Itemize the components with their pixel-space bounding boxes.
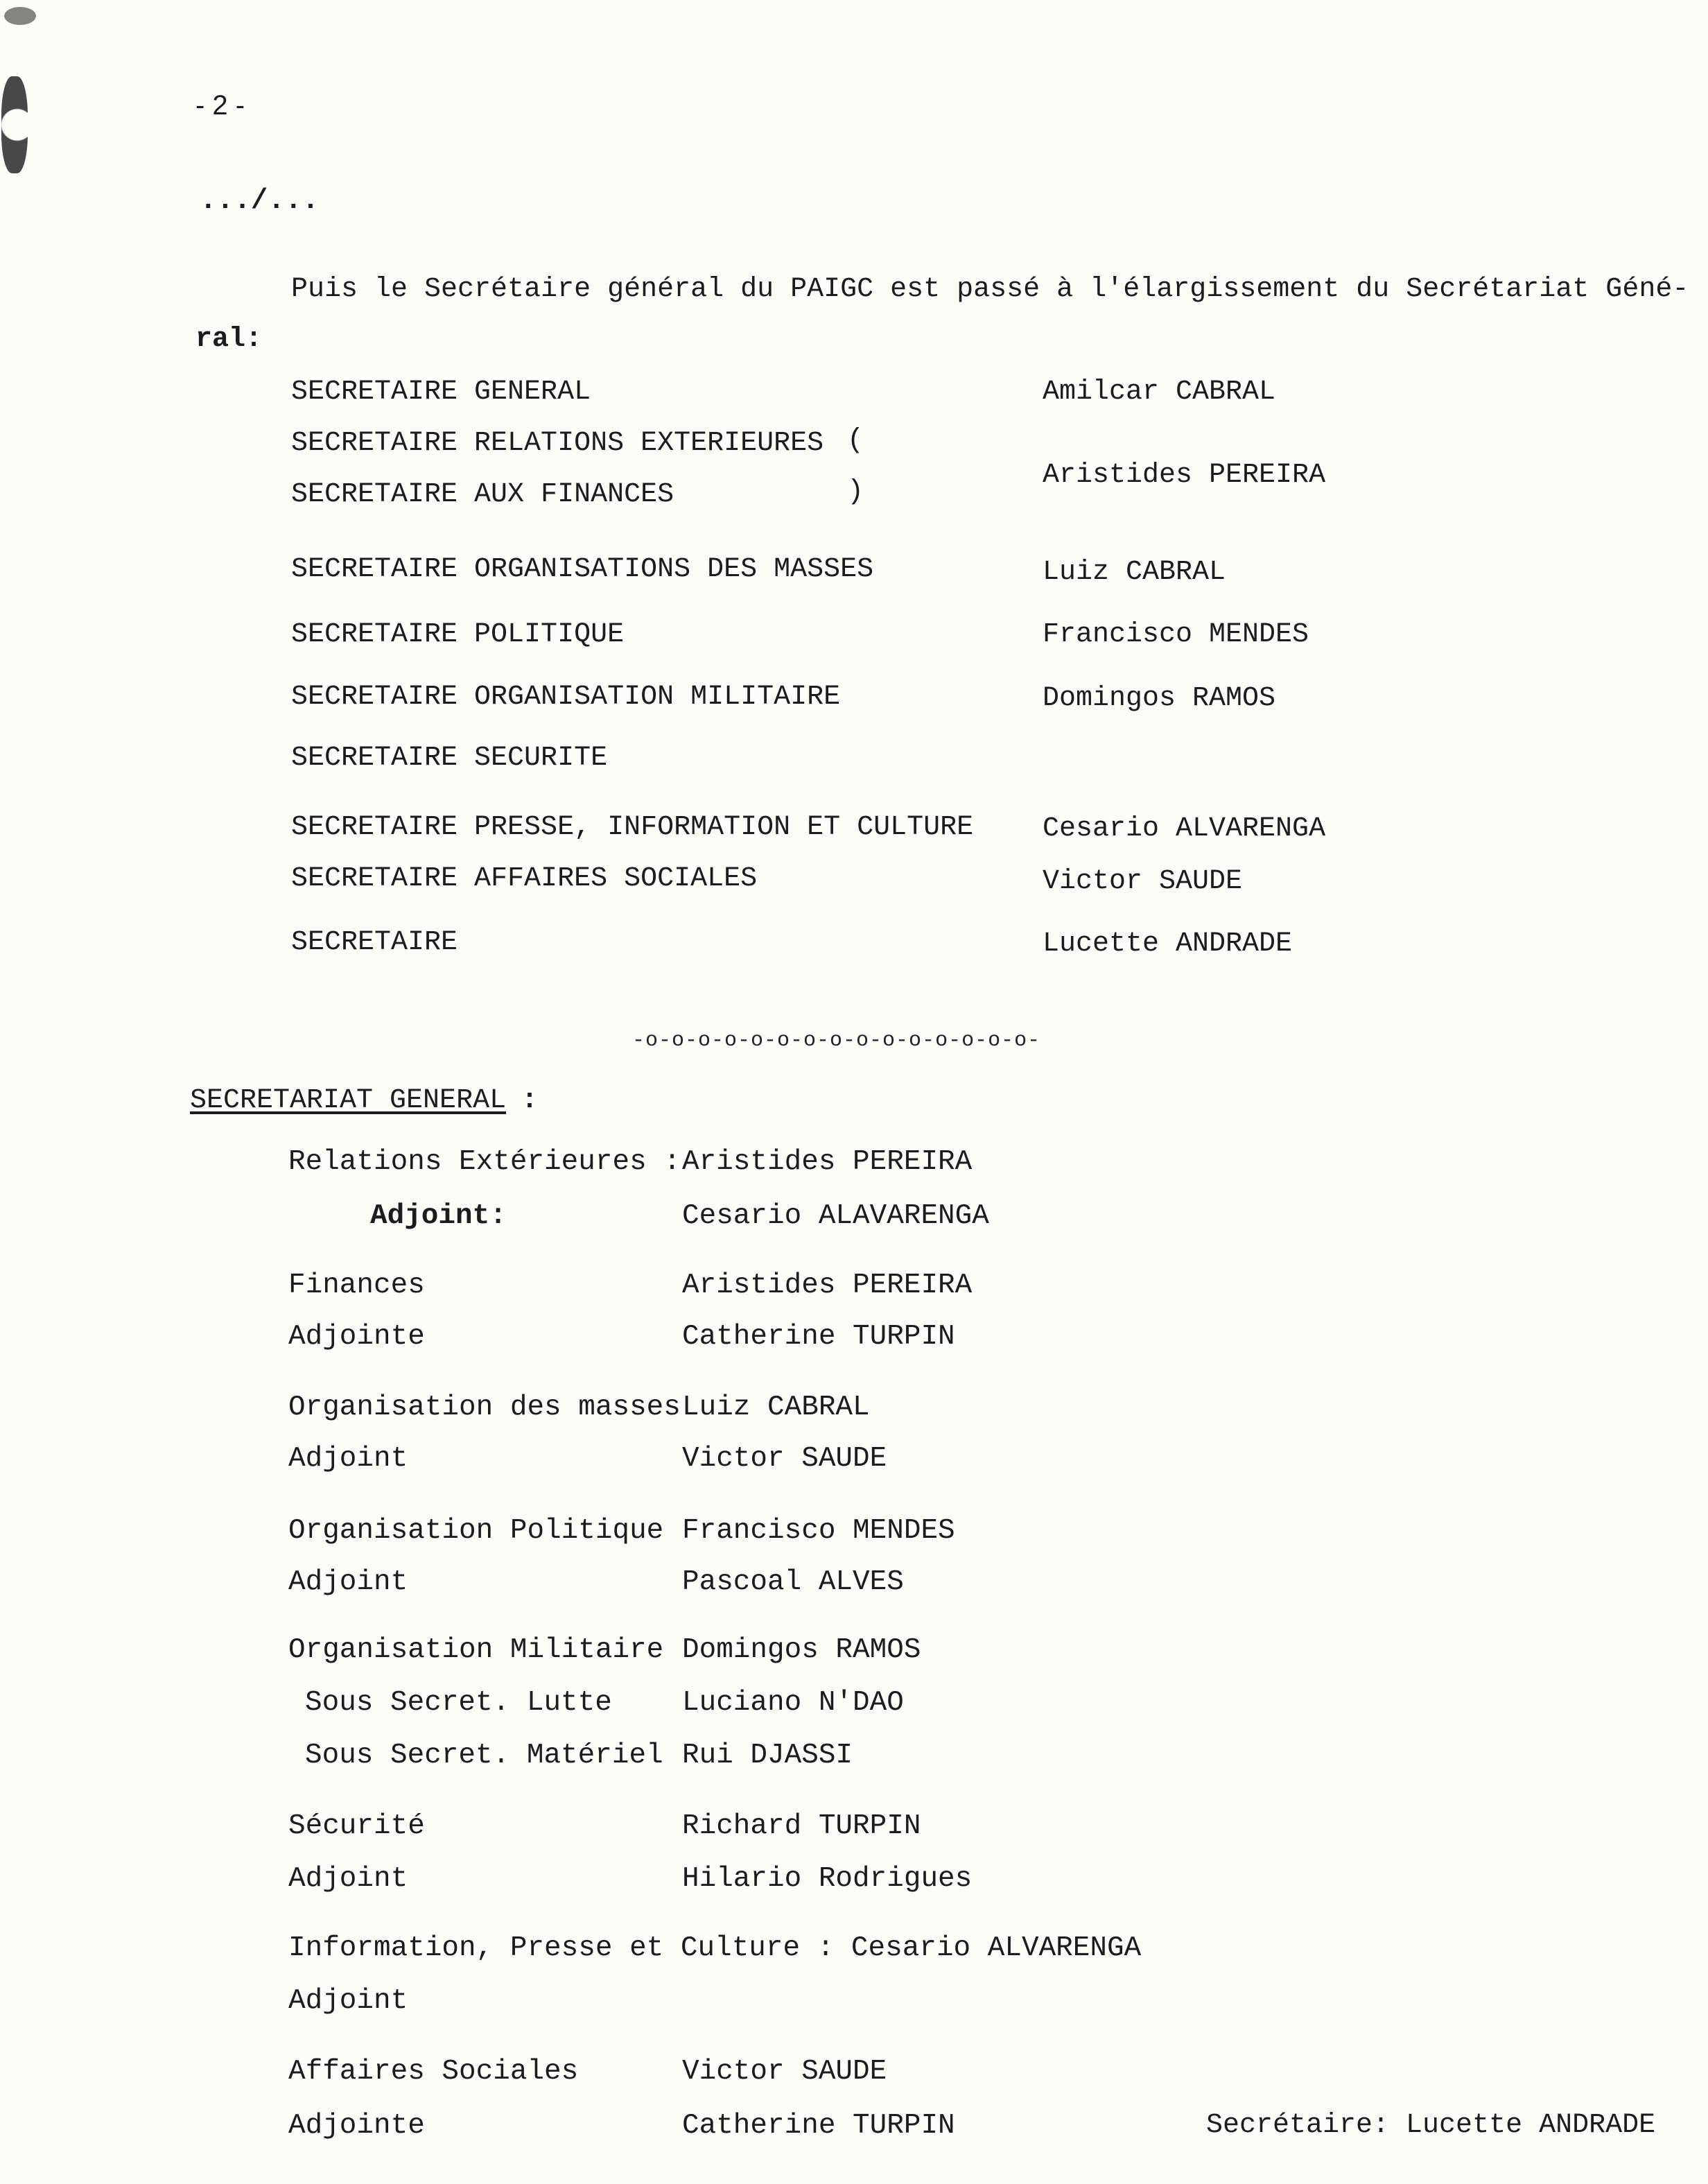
secretariat-name: Amilcar CABRAL: [1043, 376, 1276, 408]
deputy-label: Adjointe: [288, 1321, 425, 1353]
role-name: Aristides PEREIRA: [682, 1269, 973, 1301]
bracket-open: (: [847, 425, 864, 456]
deputy-name: Catherine TURPIN: [682, 1321, 955, 1353]
role-label: Finances: [288, 1269, 425, 1301]
secretariat-title: SECRETAIRE: [291, 927, 458, 958]
sub-secretary-label: Sous Secret. Lutte: [305, 1687, 612, 1719]
ink-blot: [1, 76, 28, 173]
role-label: Information, Presse et Culture : Cesario ALVARENGA: [288, 1932, 1142, 1964]
continuation-mark: .../...: [200, 185, 320, 217]
intro-line-2: ral:: [195, 324, 263, 355]
deputy-label: Adjoint:: [370, 1200, 507, 1232]
ink-blot: [4, 7, 36, 25]
role-name: Domingos RAMOS: [682, 1634, 921, 1666]
deputy-name: Cesario ALAVARENGA: [682, 1200, 989, 1232]
role-name: Aristides PEREIRA: [682, 1146, 973, 1178]
deputy-name: Hilario Rodrigues: [682, 1863, 973, 1895]
deputy-name: Catherine TURPIN: [682, 2110, 955, 2142]
deputy-label: Adjointe: [288, 2110, 425, 2142]
role-name: Luiz CABRAL: [682, 1392, 870, 1423]
page-number: - 2 -: [195, 90, 245, 121]
secretariat-name: Victor SAUDE: [1043, 866, 1243, 897]
deputy-label: Adjoint: [288, 1863, 408, 1895]
secretariat-name: Aristides PEREIRA: [1043, 460, 1326, 491]
secretariat-name: Luiz CABRAL: [1043, 557, 1226, 588]
role-name: Richard TURPIN: [682, 1810, 921, 1842]
secretariat-name: Cesario ALVARENGA: [1043, 813, 1326, 844]
deputy-label: Adjoint: [288, 1985, 408, 2017]
separator-line: -o-o-o-o-o-o-o-o-o-o-o-o-o-o-o-: [632, 1029, 1041, 1052]
secretariat-title: SECRETAIRE SECURITE: [291, 743, 608, 774]
role-label: Organisation Militaire: [288, 1634, 664, 1666]
intro-line-1: Puis le Secrétaire général du PAIGC est passé à l'élargissement du Secrétariat Géné-: [291, 274, 1689, 305]
section-heading-colon: :: [521, 1085, 539, 1116]
secretariat-title: SECRETAIRE GENERAL: [291, 376, 591, 408]
sub-secretary-name: Luciano N'DAO: [682, 1687, 904, 1719]
secretariat-title: SECRETAIRE RELATIONS EXTERIEURES: [291, 428, 824, 459]
role-label: Organisation des masses: [288, 1392, 681, 1423]
bracket-close: ): [847, 476, 864, 508]
role-name: Victor SAUDE: [682, 2056, 887, 2088]
secretariat-title: SECRETAIRE POLITIQUE: [291, 619, 625, 650]
sub-secretary-name: Rui DJASSI: [682, 1740, 853, 1771]
secretariat-title: SECRETAIRE AFFAIRES SOCIALES: [291, 863, 758, 894]
secretariat-name: Domingos RAMOS: [1043, 683, 1276, 714]
role-label: Sécurité: [288, 1810, 425, 1842]
role-label: Affaires Sociales: [288, 2056, 579, 2088]
secretariat-name: Francisco MENDES: [1043, 619, 1309, 650]
secretariat-title: SECRETAIRE PRESSE, INFORMATION ET CULTURE: [291, 812, 974, 843]
secretariat-title: SECRETAIRE AUX FINANCES: [291, 479, 674, 510]
secretariat-title: SECRETAIRE ORGANISATION MILITAIRE: [291, 682, 841, 713]
section-heading: SECRETARIAT GENERAL: [190, 1085, 507, 1116]
deputy-label: Adjoint: [288, 1566, 408, 1598]
secretary-note: Secrétaire: Lucette ANDRADE: [1206, 2110, 1656, 2141]
sub-secretary-label: Sous Secret. Matériel: [305, 1740, 663, 1771]
role-label: Relations Extérieures :: [288, 1146, 681, 1178]
secretariat-name: Lucette ANDRADE: [1043, 928, 1293, 960]
role-label: Organisation Politique: [288, 1515, 664, 1547]
secretariat-title: SECRETAIRE ORGANISATIONS DES MASSES: [291, 554, 874, 585]
deputy-label: Adjoint: [288, 1443, 408, 1475]
deputy-name: Victor SAUDE: [682, 1443, 887, 1475]
deputy-name: Pascoal ALVES: [682, 1566, 904, 1598]
role-name: Francisco MENDES: [682, 1515, 955, 1547]
